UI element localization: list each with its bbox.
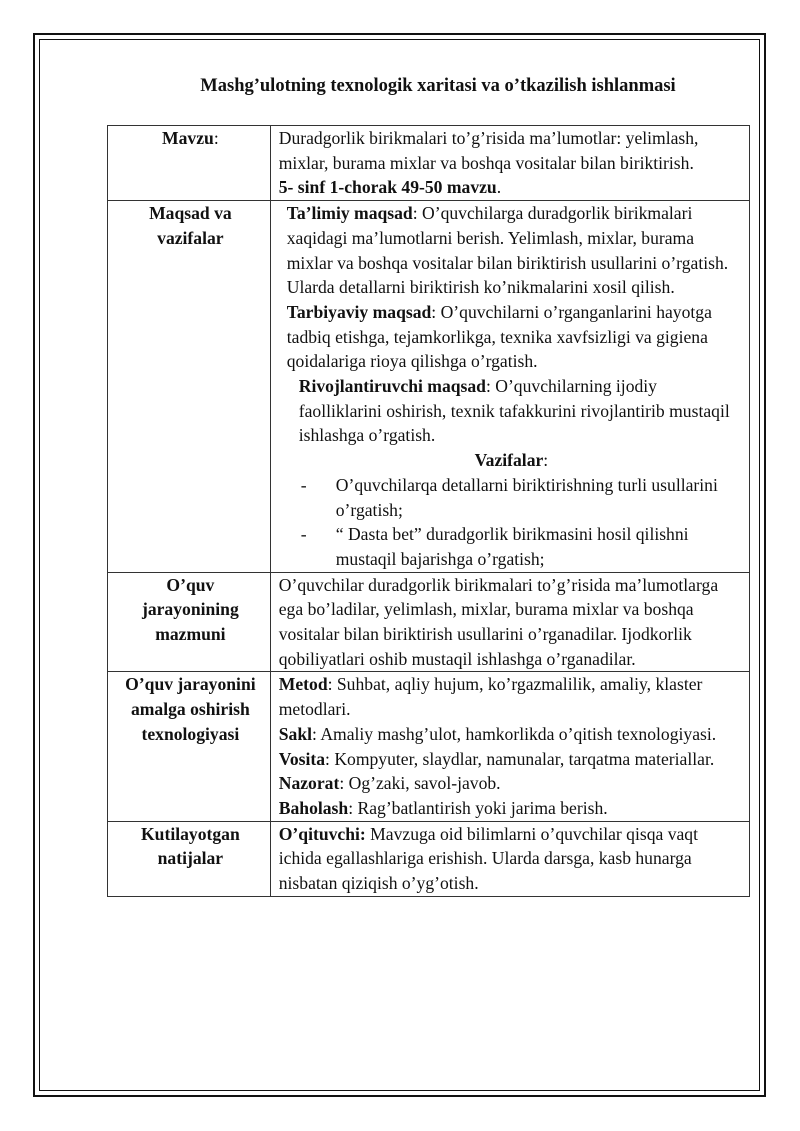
row-key-label: O’quv jarayonini amalga oshirish texnologiyasi: [125, 674, 256, 744]
control-label: Nazorat: [278, 773, 340, 794]
table-row-texnologiya: [108, 672, 750, 821]
row-value-cell: [270, 126, 749, 201]
row-key-colon: :: [213, 128, 219, 148]
table-row-natijalar: [108, 821, 750, 896]
form-label: Sakl: [278, 723, 313, 744]
method-label: Metod: [278, 674, 328, 695]
row-key-cell: [108, 821, 271, 896]
means-text: : Kompyuter, slaydlar, namunalar, tarqatma materiallar.: [325, 748, 715, 769]
table-row-maqsad: [108, 201, 750, 573]
table-row-mazmun: [108, 572, 750, 672]
educational-goal-text: : O’quvchilarga duradgorlik birikmalari xaqidagi ma’lumotlarni berish. Yelimlash, mixlar, burama mixlar va boshqa vositalar bilan biriktirish usullarini o’rgatish. Ularda detallarni biriktirish ko’nikmalarini xosil qilish.: [286, 203, 729, 298]
task-text: O’quvchilarqa detallarni biriktirishning turli usullarini o’rgatish;: [335, 474, 718, 520]
table-row-mavzu: [108, 126, 750, 201]
educational-goal-label: Ta’limiy maqsad: [286, 203, 413, 224]
control-text: : Og’zaki, savol-javob.: [339, 773, 501, 794]
form-text: : Amaliy mashg’ulot, hamkorlikda o’qitish texnologiyasi.: [312, 723, 717, 744]
assessment-text: : Rag’batlantirish yoki jarima berish.: [348, 797, 608, 818]
list-item: [279, 522, 744, 571]
method-text: : Suhbat, aqliy hujum, ko’rgazmalilik, amaliy, klaster metodlari.: [278, 674, 703, 720]
row-value-cell: [270, 672, 749, 821]
grade-quarter-line: 5- sinf 1-chorak 49-50 mavzu: [278, 177, 497, 198]
row-key-label: O’quv jarayonining mazmuni: [141, 574, 239, 645]
row-key-cell: [108, 201, 271, 573]
lesson-plan-table: [107, 125, 750, 897]
grade-quarter-period: .: [496, 177, 502, 198]
row-key-cell: [108, 126, 271, 201]
row-key-cell: [108, 572, 271, 672]
tasks-heading-colon: :: [543, 450, 549, 471]
upbringing-goal-text: : O’quvchilarni o’rganganlarini hayotga tadbiq etishga, tejamkorlikga, texnika xavfsizligi va gigiena qoidalariga rioya qilishga o’rgatish.: [286, 301, 712, 372]
row-value-cell: [270, 821, 749, 896]
list-item: [279, 473, 744, 522]
row-key-label: Kutilayotgan natijalar: [141, 823, 240, 869]
row-key-label: Maqsad va vazifalar: [149, 203, 232, 248]
upbringing-goal-label: Tarbiyaviy maqsad: [286, 301, 432, 322]
assessment-label: Baholash: [278, 797, 349, 818]
content-text: O’quvchilar duradgorlik birikmalari to’g’risida ma’lumotlarga ega bo’ladilar, yelimlash, mixlar, burama mixlar va boshqa vositalar bilan biriktirish usullarini o’rganadilar. Ijodkorlik qobiliyatlari oshib mustaqil ishlashga o’rganadilar.: [278, 574, 719, 669]
means-label: Vosita: [278, 748, 326, 769]
tasks-heading: Vazifalar: [474, 450, 544, 471]
topic-text: Duradgorlik birikmalari to’g’risida ma’lumotlar: yelimlash, mixlar, burama mixlar va boshqa vositalar bilan biriktirish.: [278, 128, 699, 173]
document-title: Mashg’ulotning texnologik xaritasi va o’tkazilish ishlanmasi: [200, 76, 676, 96]
developmental-goal-text: : O’quvchilarning ijodiy faolliklarini oshirish, texnik tafakkurini rivojlantirib mustaqil ishlashga o’rgatish.: [298, 376, 730, 446]
teacher-label: O’qituvchi:: [278, 823, 366, 844]
row-value-cell: [270, 572, 749, 672]
developmental-goal-label: Rivojlantiruvchi maqsad: [298, 376, 486, 397]
list-dash: -: [300, 474, 307, 495]
list-dash: -: [300, 524, 307, 545]
row-key-label: Mavzu: [162, 128, 214, 148]
expected-results-text: Mavzuga oid bilimlarni o’quvchilar qisqa vaqt ichida egallashlariga erishish. Ularda darsga, kasb hunarga nisbatan qiziqish o’yg’otish.: [278, 823, 698, 894]
tasks-list: [279, 473, 744, 572]
row-key-cell: [108, 672, 271, 821]
row-value-cell: [270, 201, 749, 573]
task-text: “ Dasta bet” duradgorlik birikmasini hosil qilishni mustaqil bajarishga o’rgatish;: [335, 524, 689, 569]
